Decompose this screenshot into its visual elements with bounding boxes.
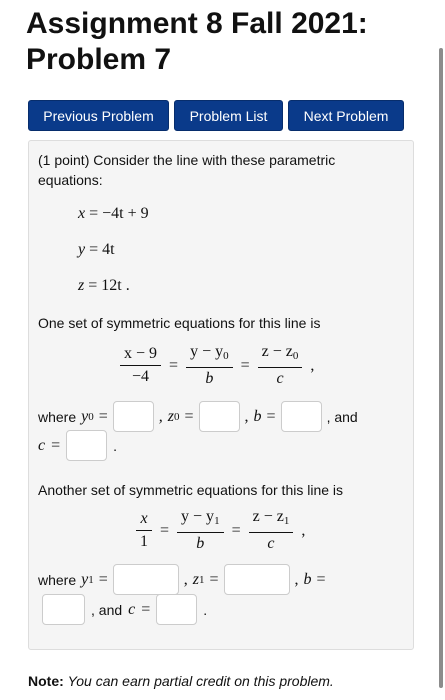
set1-text: One set of symmetric equations for this line is (38, 315, 321, 331)
fraction-6: $\frac{z - z_1}{c}$ (249, 508, 294, 553)
fraction-2: $\frac{y - y_0}{b}$ (186, 343, 233, 388)
intro-line-2: equations: (38, 172, 103, 188)
z0-input[interactable] (199, 401, 240, 432)
answer-row-1: where y 0 = , z 0 = , b = , and (38, 401, 358, 432)
scrollbar[interactable] (439, 48, 443, 688)
symmetric-equation-1: $\frac{x - 9}{-4}$ = $\frac{y - y_0}{b}$ = $\frac{z - z_0}{c}$ , (120, 343, 314, 388)
fraction-4: $\frac{x}{1}$ (136, 510, 152, 551)
page-title: Assignment 8 Fall 2021: Problem 7 (26, 7, 368, 76)
b-input-1[interactable] (281, 401, 322, 432)
problem-list-button[interactable]: Problem List (174, 100, 283, 131)
answer-row-2: where y 1 = , z 1 = , b = (38, 564, 326, 595)
partial-credit-note: Note: You can earn partial credit on this problem. (28, 673, 334, 689)
z1-input[interactable] (224, 564, 290, 595)
eq-z: z = 12t . (78, 277, 130, 294)
problem-nav (28, 100, 404, 131)
b-input-2[interactable] (42, 594, 85, 625)
eq-x: x = −4t + 9 (78, 205, 149, 222)
symmetric-equation-2: $\frac{x}{1}$ = $\frac{y - y_1}{b}$ = $\frac{z - z_1}{c}$ , (136, 508, 305, 553)
previous-problem-button[interactable]: Previous Problem (28, 100, 169, 131)
eq-y: y = 4t (78, 241, 115, 258)
y1-input[interactable] (113, 564, 179, 595)
set2-text: Another set of symmetric equations for this line is (38, 482, 344, 498)
answer-row-1b: c = . (38, 430, 117, 461)
fraction-3: $\frac{z - z_0}{c}$ (258, 343, 303, 388)
fraction-1: $\frac{x - 9}{-4}$ (120, 345, 161, 386)
answer-row-2b: , and c = . (42, 594, 207, 625)
problem-intro (38, 150, 335, 190)
c-input-2[interactable] (156, 594, 197, 625)
c-input-1[interactable] (66, 430, 107, 461)
next-problem-button[interactable]: Next Problem (288, 100, 404, 131)
y0-input[interactable] (113, 401, 154, 432)
fraction-5: $\frac{y - y_1}{b}$ (177, 508, 224, 553)
intro-line-1: (1 point) Consider the line with these parametric (38, 152, 336, 168)
